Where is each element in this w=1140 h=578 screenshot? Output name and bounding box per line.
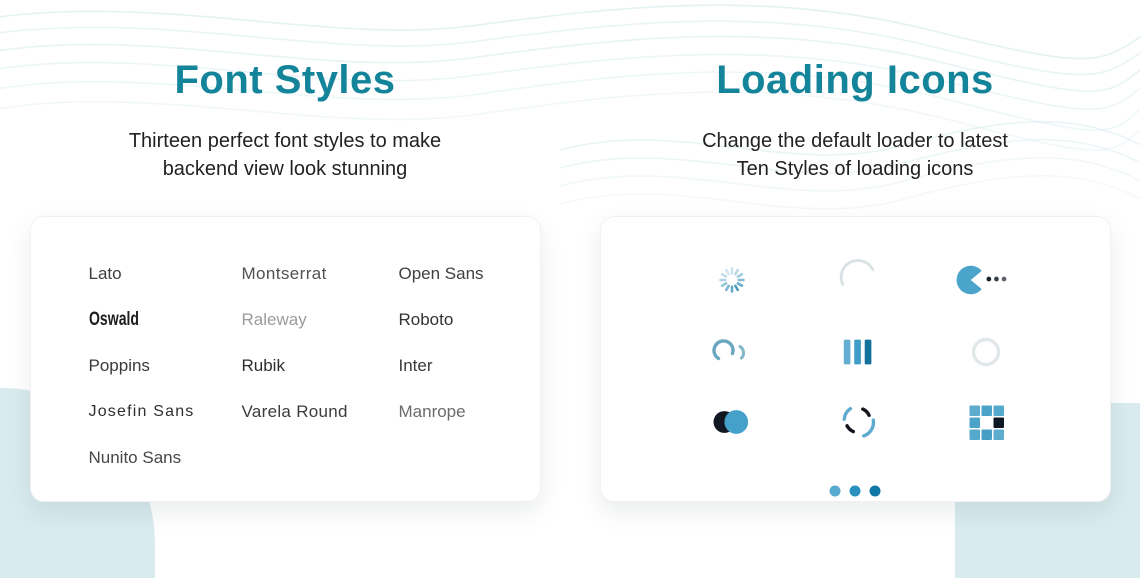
font-item-raleway: Raleway [241,310,307,329]
font-item-manrope: Manrope [398,402,466,421]
font-item-poppins: Poppins [88,356,150,375]
font-item-inter: Inter [398,356,433,375]
loading-icons-subtitle-line1: Change the default loader to latest [702,130,1008,152]
font-styles-subtitle-line1: Thirteen perfect font styles to make [128,130,442,152]
vertical-bars-icon [839,332,879,372]
broken-ring-icon [838,401,880,443]
loading-icons-title: Loading Icons [716,58,994,102]
font-item-open-sans: Open Sans [398,264,484,283]
loader-grid [601,217,1110,457]
loading-icons-subtitle-line2: Ten Styles of loading icons [736,158,974,180]
font-styles-title: Font Styles [174,58,396,102]
gray-ring-icon [966,332,1006,372]
font-item-lato: Lato [88,264,122,283]
three-dots-icon [601,483,1110,499]
loading-icons-subtitle [702,127,1008,183]
thin-arc-icon [836,257,882,303]
loading-icons-section [570,58,1140,502]
font-list [31,217,540,469]
font-item-montserrat: Montserrat [241,264,327,283]
grid-squares-icon [966,402,1006,442]
overlap-circles-icon [709,403,755,441]
font-item-roboto: Roboto [398,310,454,329]
spinner-dashes-icon [715,263,749,297]
font-item-varela-round: Varela Round [241,402,348,421]
font-item-josefin-sans: Josefin Sans [88,403,195,420]
font-styles-subtitle-line2: backend view look stunning [162,158,408,180]
pacman-dots-icon [955,261,1017,299]
font-item-nunito-sans: Nunito Sans [88,448,182,467]
font-styles-subtitle [129,127,441,183]
font-item-oswald: Oswald [88,309,139,330]
font-styles-section [0,58,570,502]
loading-icons-card [600,216,1111,502]
double-arc-icon [710,332,754,372]
font-styles-card [30,216,541,502]
font-item-rubik: Rubik [241,356,285,375]
